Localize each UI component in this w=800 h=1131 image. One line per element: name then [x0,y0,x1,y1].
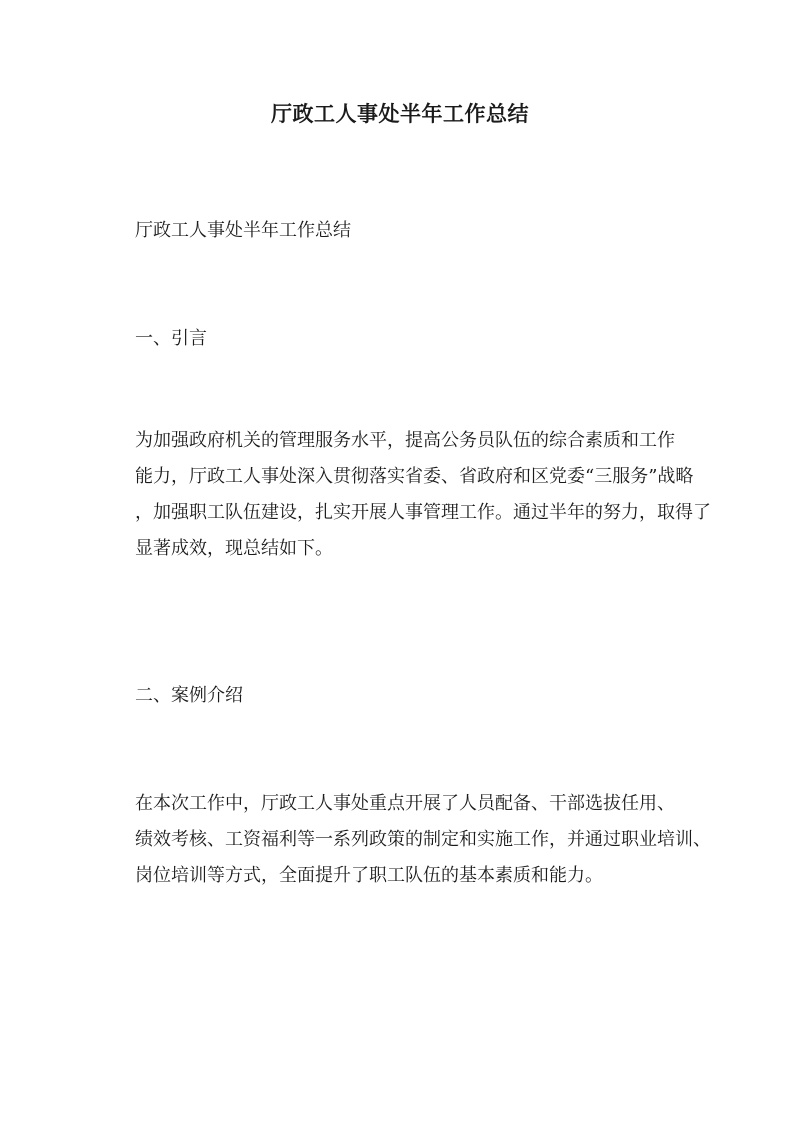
document-subtitle: 厅政工人事处半年工作总结 [135,220,351,241]
document-title: 厅政工人事处半年工作总结 [271,101,529,126]
paragraph-line: 岗位培训等方式，全面提升了职工队伍的基本素质和能力。 [135,865,603,886]
case-introduction-paragraph [135,786,710,894]
paragraph-line: 为加强政府机关的管理服务水平，提高公务员队伍的综合素质和工作 [135,430,675,451]
paragraph-line: 显著成效，现总结如下。 [135,538,333,559]
paragraph-line: 能力，厅政工人事处深入贯彻落实省委、省政府和区党委“三服务”战略 [135,466,694,487]
paragraph-line: 在本次工作中，厅政工人事处重点开展了人员配备、干部选拔任用、 [135,793,675,814]
paragraph-line: ，加强职工队伍建设，扎实开展人事管理工作。通过半年的努力，取得了 [135,502,711,523]
section-heading-case-introduction: 二、案例介绍 [135,685,243,706]
introduction-paragraph [135,423,710,567]
section-heading-introduction: 一、引言 [135,328,207,349]
paragraph-line: 绩效考核、工资福利等一系列政策的制定和实施工作，并通过职业培训、 [135,829,711,850]
